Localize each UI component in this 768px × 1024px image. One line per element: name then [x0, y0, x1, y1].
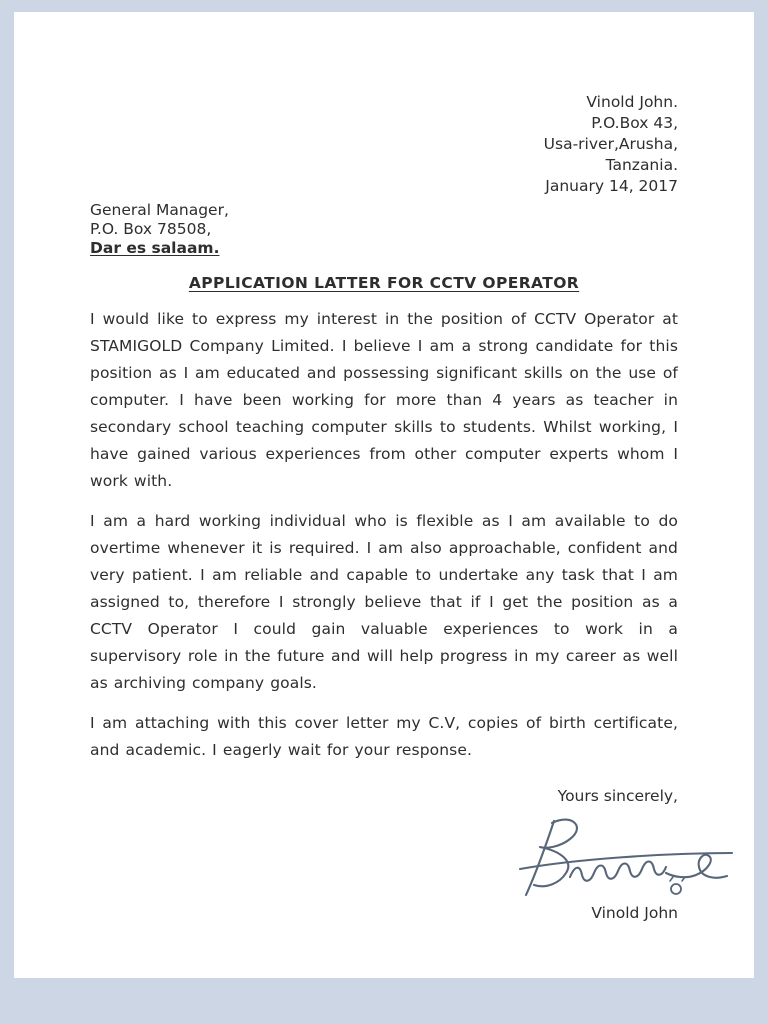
signature-ink-image	[516, 813, 736, 901]
letter-date: January 14, 2017	[545, 177, 678, 195]
sender-po-box: P.O.Box 43,	[591, 114, 678, 132]
recipient-title: General Manager,	[90, 201, 229, 219]
sender-name: Vinold John.	[586, 93, 678, 111]
sender-city: Usa-river,Arusha,	[543, 135, 678, 153]
sender-address-block	[90, 92, 678, 197]
subject-line: APPLICATION LATTER FOR CCTV OPERATOR	[188, 274, 580, 292]
body-paragraph-2: I am a hard working individual who is flexible as I am available to do overtime whenever it is required. I am also approachable, confident and very patient. I am reliable and capable to undertake any task that I am assigned to, therefore I strongly believe that if I get the position as a CCTV Operator I could gain valuable experiences to work in a supervisory role in the future and will help progress in my career as well as archiving company goals.	[90, 512, 678, 692]
letter-content	[14, 12, 754, 924]
signature-area	[90, 813, 736, 901]
body-paragraph-3: I am attaching with this cover letter my C.V, copies of birth certificate, and academic. I eagerly wait for your response.	[90, 714, 678, 759]
body-paragraph-1: I would like to express my interest in the position of CCTV Operator at STAMIGOLD Company Limited. I believe I am a strong candidate for this position as I am educated and possessing significant skills on the use of computer. I have been working for more than 4 years as teacher in secondary school teaching computer skills to students. Whilst working, I have gained various experiences from other computer experts whom I work with.	[90, 310, 678, 490]
signature-name: Vinold John	[591, 904, 678, 922]
sender-country: Tanzania.	[605, 156, 678, 174]
letter-page	[14, 12, 754, 978]
recipient-city: Dar es salaam.	[90, 239, 220, 257]
recipient-address-block	[90, 201, 678, 258]
closing-line: Yours sincerely,	[557, 787, 678, 805]
recipient-po-box: P.O. Box 78508,	[90, 220, 212, 238]
